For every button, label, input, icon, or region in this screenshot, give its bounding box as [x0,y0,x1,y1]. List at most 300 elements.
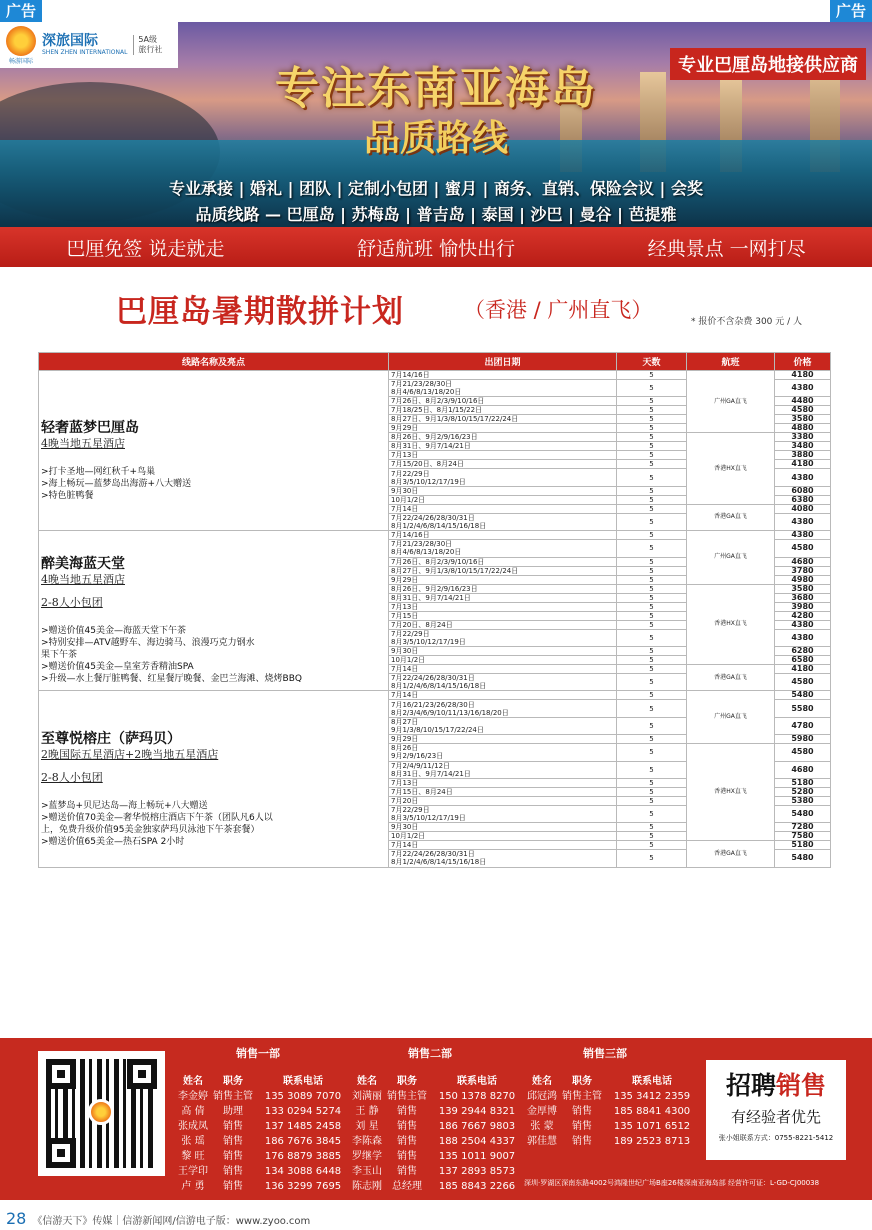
sales-staff-row [178,1134,348,1149]
route-hotel: 2-8人小包团 [41,596,103,610]
qr-finder [46,1059,76,1089]
price-cell: 4380 [775,469,831,486]
route-name: 至尊悦榕庄（萨玛贝） [41,730,181,747]
route-feature: >赠送价值45美金—海蓝天堂下午茶 [41,626,186,637]
ad-label-left: 广告 [0,0,42,22]
route-feature: >打卡圣地—网红秋千+鸟巢 [41,466,156,477]
staff-phone[interactable]: 135 1011 9007 [438,1151,516,1162]
trip-days: 5 [617,850,687,867]
grade-label-2: 旅行社 [138,45,163,54]
departure-date: 10月1/2日 [389,655,617,664]
recruit-title-a: 招聘 [725,1071,776,1100]
departure-date: 7月22/24/26/28/30/31日 8月1/2/4/6/8/14/15/16/18日 [389,673,617,690]
staff-role: 销售 [397,1166,417,1177]
staff-role: 销售 [572,1121,592,1132]
sales-col-header: 联系电话 [283,1076,323,1087]
price-cell: 3680 [775,593,831,602]
departure-date: 7月20日 [389,796,617,805]
price-cell: 4780 [775,717,831,734]
sales-staff-row [178,1119,348,1134]
page-title-sub: （香港 / 广州直飞） [464,298,653,322]
trip-days: 5 [617,761,687,778]
route-cell [39,371,389,531]
price-cell: 4180 [775,371,831,380]
departure-date: 7月22/29日 8月3/5/10/12/17/19日 [389,469,617,486]
trip-days: 5 [617,540,687,557]
sales-staff-row [352,1089,522,1104]
price-cell: 3980 [775,602,831,611]
staff-phone[interactable]: 176 8879 3885 [264,1151,342,1162]
price-cell: 4580 [775,540,831,557]
price-cell: 5380 [775,796,831,805]
staff-role: 销售 [223,1121,243,1132]
staff-role: 销售 [223,1136,243,1147]
sales-col-header: 联系电话 [457,1076,497,1087]
departure-date: 7月13日 [389,778,617,787]
page-footer [6,1209,310,1228]
departure-date: 8月27日、9月1/3/8/10/15/17/22/24日 [389,566,617,575]
trip-days: 5 [617,796,687,805]
brand-mini: 畅游国际 [8,57,33,65]
staff-role: 销售 [572,1106,592,1117]
flight-cell: 香港HX直飞 [687,744,775,841]
sales-col-header: 姓名 [183,1076,203,1087]
sales-staff-row [178,1149,348,1164]
trip-days: 5 [617,584,687,593]
staff-phone[interactable]: 133 0294 5274 [264,1106,342,1117]
sales-dept-1 [178,1074,348,1194]
route-hotel: 4晚当地五星酒店 [41,436,125,450]
price-cell: 4880 [775,424,831,433]
price-cell: 4280 [775,611,831,620]
price-cell: 6080 [775,486,831,495]
trip-days: 5 [617,406,687,415]
price-cell: 4980 [775,575,831,584]
departure-date: 10月1/2日 [389,495,617,504]
col-header-price: 价格 [775,353,831,371]
sales-staff-row [352,1119,522,1134]
staff-name: 王 静 [355,1106,379,1117]
staff-name: 王学印 [178,1166,208,1177]
staff-name: 李玉山 [352,1166,382,1177]
price-cell: 5480 [775,691,831,700]
staff-phone[interactable]: 188 2504 4337 [438,1136,516,1147]
staff-phone[interactable]: 135 3412 2359 [613,1091,691,1102]
departure-date: 7月14/16日 [389,371,617,380]
trip-days: 5 [617,620,687,629]
trip-days: 5 [617,442,687,451]
staff-role: 总经理 [392,1181,422,1192]
departure-date: 7月22/24/26/28/30/31日 8月1/2/4/6/8/14/15/16/18日 [389,513,617,530]
sales-staff-row [178,1104,348,1119]
price-cell: 5180 [775,778,831,787]
flight-cell: 香港HX直飞 [687,584,775,664]
staff-name: 邱冠鸿 [527,1091,557,1102]
trip-days: 5 [617,629,687,646]
departure-date: 9月29日 [389,424,617,433]
route-feature: >特别安排—ATV越野车、海边骑马、浪漫巧克力钢水 [41,638,255,649]
departure-date: 8月27日 9月1/3/8/10/15/17/22/24日 [389,717,617,734]
departure-date: 8月26日、9月2/9/16/23日 [389,433,617,442]
trip-days: 5 [617,504,687,513]
routes-line: 品质线路 — 巴厘岛 | 苏梅岛 | 普吉岛 | 泰国 | 沙巴 | 曼谷 | 芭提雅 [195,205,677,224]
price-cell: 6280 [775,646,831,655]
staff-phone[interactable]: 186 7676 3845 [264,1136,342,1147]
sales-col-header: 姓名 [532,1076,552,1087]
sales-dept-2 [352,1074,522,1194]
trip-days: 5 [617,566,687,575]
page-number: 28 [6,1209,27,1228]
price-cell: 5480 [775,850,831,867]
title-block [0,284,872,334]
staff-phone[interactable]: 135 1071 6512 [613,1121,691,1132]
staff-phone[interactable]: 137 1485 2458 [264,1121,342,1132]
departure-date: 9月29日 [389,575,617,584]
departure-date: 7月14日 [389,691,617,700]
staff-name: 陈志刚 [352,1181,382,1192]
departure-date: 7月22/29日 8月3/5/10/12/17/19日 [389,629,617,646]
staff-phone[interactable]: 135 3089 7070 [264,1091,342,1102]
departure-date: 7月14日 [389,664,617,673]
staff-phone[interactable]: 185 8843 2266 [438,1181,516,1192]
departure-date: 9月30日 [389,646,617,655]
trip-days: 5 [617,735,687,744]
trip-days: 5 [617,691,687,700]
route-feature: >海上畅玩—蓝梦岛出海游+八大赠送 [41,478,192,489]
schedule-row [39,691,831,700]
recruit-title [706,1066,846,1102]
price-cell: 4380 [775,629,831,646]
price-cell: 6580 [775,655,831,664]
departure-date: 8月31日、9月7/14/21日 [389,442,617,451]
dept-3-title: 销售三部 [583,1047,627,1060]
company-address: 深圳·罗湖区深南东路4002号鸿隆世纪广场B座26楼深南亚海岛部 经营许可证：L-GD-CJ00038 [524,1179,820,1187]
staff-role: 销售主管 [562,1091,602,1102]
grade-label: 5A级 [138,35,157,44]
flight-cell: 香港GA直飞 [687,504,775,530]
departure-date: 7月13日 [389,602,617,611]
trip-days: 5 [617,415,687,424]
col-header-days: 天数 [617,353,687,371]
price-cell: 3580 [775,584,831,593]
route-hotel: 2晚国际五星酒店+2晚当地五星酒店 [41,747,219,761]
price-cell: 4480 [775,397,831,406]
sales-col-header: 职务 [223,1076,243,1087]
departure-date: 10月1/2日 [389,832,617,841]
staff-name: 李金婷 [178,1091,208,1102]
sales-staff-row [178,1164,348,1179]
trip-days: 5 [617,664,687,673]
sales-staff-row [527,1119,697,1134]
route-feature: >赠送价值65美金—热石SPA 2小时 [41,836,185,847]
trip-days: 5 [617,531,687,540]
price-cell: 4180 [775,460,831,469]
price-cell: 4580 [775,673,831,690]
staff-role: 销售 [223,1166,243,1177]
departure-date: 8月31日、9月7/14/21日 [389,593,617,602]
staff-role: 销售 [397,1106,417,1117]
departure-date: 7月22/29日 8月3/5/10/12/17/19日 [389,805,617,822]
trip-days: 5 [617,778,687,787]
route-hotel: 2-8人小包团 [41,770,103,784]
price-note: * 报价不含杂费 300 元 / 人 [691,317,803,327]
brand-name: 深旅国际 [42,33,98,49]
staff-phone[interactable]: 134 3088 6448 [264,1166,342,1177]
qr-finder [127,1059,157,1089]
price-cell: 7580 [775,832,831,841]
staff-role: 销售 [223,1181,243,1192]
trip-days: 5 [617,513,687,530]
route-feature: 上，免费升级价值95美金独家萨玛贝泳池下午茶套餐） [41,824,260,835]
price-cell: 4580 [775,406,831,415]
sales-staff-row [178,1179,348,1194]
staff-phone[interactable]: 137 2893 8573 [438,1166,516,1177]
sales-col-header: 姓名 [357,1076,377,1087]
headline: 专注东南亚海岛 [275,63,597,114]
flight-cell: 广州GA直飞 [687,531,775,584]
route-name: 醉美海蓝天堂 [41,556,125,573]
staff-role: 销售主管 [387,1091,427,1102]
trip-days: 5 [617,486,687,495]
departure-date: 7月16/21/23/26/28/30日 8月2/3/4/6/9/10/11/13/16/18/20日 [389,700,617,717]
departure-date: 7月20日、8月24日 [389,620,617,629]
price-cell: 4680 [775,557,831,566]
route-hotel: 4晚当地五星酒店 [41,573,125,587]
trip-days: 5 [617,805,687,822]
departure-date: 7月15/20日、8月24日 [389,460,617,469]
sales-staff-row [352,1134,522,1149]
trip-days: 5 [617,673,687,690]
price-cell: 3780 [775,566,831,575]
route-name: 轻奢蓝梦巴厘岛 [41,419,139,436]
trip-days: 5 [617,602,687,611]
qr-pattern [46,1059,157,1168]
price-cell: 5280 [775,787,831,796]
departure-date: 7月14/16日 [389,531,617,540]
trip-days: 5 [617,832,687,841]
price-cell: 4080 [775,504,831,513]
sales-staff-row [527,1089,697,1104]
trip-days: 5 [617,371,687,380]
route-feature: >特色脏鸭餐 [41,490,94,501]
trip-days: 5 [617,700,687,717]
price-cell: 4580 [775,744,831,761]
departure-date: 7月15日 [389,611,617,620]
trip-days: 5 [617,575,687,584]
trip-days: 5 [617,451,687,460]
price-cell: 3880 [775,451,831,460]
route-feature: >蓝梦岛+贝尼达岛—海上畅玩+八大赠送 [41,800,208,811]
departure-date: 8月26日、9月2/9/16/23日 [389,584,617,593]
sales-staff-row [352,1164,522,1179]
brand-sub: SHEN ZHEN INTERNATIONAL [42,49,128,56]
slogan-1: 巴厘免签 说走就走 [66,237,225,260]
recruit-contact: 张小姐联系方式：0755-8221-5412 [718,1134,834,1142]
sun-logo-icon [6,26,36,56]
price-cell: 4380 [775,531,831,540]
sales-col-header: 职务 [397,1076,417,1087]
route-features [41,625,386,685]
staff-phone[interactable]: 139 2944 8321 [438,1106,516,1117]
price-cell: 3380 [775,433,831,442]
staff-phone[interactable]: 136 3299 7695 [264,1181,342,1192]
trip-days: 5 [617,717,687,734]
services-line: 专业承接 | 婚礼 | 团队 | 定制小包团 | 蜜月 | 商务、直销、保险会议 | 会奖 [169,179,703,198]
sales-staff-row [352,1149,522,1164]
flight-cell: 广州GA直飞 [687,691,775,744]
route-feature: >赠送价值45美金—皇室芳香精油SPA [41,662,194,673]
staff-phone[interactable]: 150 1378 8270 [438,1091,516,1102]
departure-date: 7月26日、8月2/3/9/10/16日 [389,557,617,566]
dept-1-title: 销售一部 [236,1047,280,1060]
staff-role: 销售 [397,1121,417,1132]
price-cell: 5480 [775,805,831,822]
departure-date: 7月14日 [389,504,617,513]
staff-phone[interactable]: 185 8841 4300 [613,1106,691,1117]
slogan-2: 舒适航班 愉快出行 [356,237,515,260]
qr-finder [46,1138,76,1168]
sales-col-header: 职务 [572,1076,592,1087]
route-features [41,466,386,502]
trip-days: 5 [617,744,687,761]
trip-days: 5 [617,611,687,620]
departure-date: 8月27日、9月1/3/8/10/15/17/22/24日 [389,415,617,424]
col-header-flight: 航班 [687,353,775,371]
qr-code[interactable] [38,1051,165,1176]
col-header-route: 线路名称及亮点 [39,353,389,371]
departure-date: 9月29日 [389,735,617,744]
route-cell [39,691,389,867]
departure-date: 7月22/24/26/28/30/31日 8月1/2/4/6/8/14/15/16/18日 [389,850,617,867]
departure-date: 8月26日 9月2/9/16/23日 [389,744,617,761]
footer-text: 《信游天下》传媒｜信游新闻网/信游电子版：www.zyoo.com [32,1216,311,1227]
staff-name: 刘满丽 [352,1091,382,1102]
schedule-table [38,352,831,868]
route-features [41,800,386,848]
subheadline: 品质路线 [363,118,508,159]
departure-date: 7月2/4/9/11/12日 8月31日、9月7/14/21日 [389,761,617,778]
departure-date: 7月26日、8月2/3/9/10/16日 [389,397,617,406]
departure-date: 7月14日 [389,841,617,850]
trip-days: 5 [617,397,687,406]
staff-name: 金厚博 [527,1106,557,1117]
staff-name: 张 蒙 [530,1121,554,1132]
slogan-bar [0,227,872,267]
trip-days: 5 [617,593,687,602]
trip-days: 5 [617,495,687,504]
route-feature: >升级—水上餐厅脏鸭餐、红星餐厅晚餐、金巴兰海滩、烧烤BBQ [41,674,302,685]
trip-days: 5 [617,841,687,850]
staff-name: 高 倩 [181,1106,205,1117]
trip-days: 5 [617,646,687,655]
staff-phone[interactable]: 189 2523 8713 [613,1136,691,1147]
route-cell [39,531,389,691]
trip-days: 5 [617,433,687,442]
sales-staff-row [527,1104,697,1119]
departure-date: 7月15日、8月24日 [389,787,617,796]
sales-header [352,1074,522,1089]
staff-role: 助理 [223,1106,243,1117]
recruit-box [706,1060,846,1160]
staff-name: 郭佳慧 [527,1136,557,1147]
trip-days: 5 [617,787,687,796]
trip-days: 5 [617,380,687,397]
staff-name: 刘 星 [355,1121,379,1132]
price-cell: 5180 [775,841,831,850]
price-cell: 5980 [775,735,831,744]
schedule-row [39,371,831,380]
price-cell: 4680 [775,761,831,778]
staff-name: 张成凤 [178,1121,208,1132]
staff-role: 销售 [223,1151,243,1162]
flight-cell: 香港GA直飞 [687,664,775,690]
price-cell: 7280 [775,823,831,832]
sales-dept-3 [527,1074,697,1149]
price-cell: 4180 [775,664,831,673]
trip-days: 5 [617,557,687,566]
staff-name: 罗继学 [352,1151,382,1162]
trip-days: 5 [617,469,687,486]
price-cell: 4380 [775,513,831,530]
staff-name: 卢 勇 [181,1181,205,1192]
sales-staff-row [178,1089,348,1104]
flight-cell: 广州GA直飞 [687,371,775,433]
departure-date: 9月30日 [389,486,617,495]
dept-2-title: 销售二部 [408,1047,452,1060]
flight-cell: 香港GA直飞 [687,841,775,867]
staff-role: 销售 [397,1136,417,1147]
route-feature: 果下午茶 [41,650,78,661]
departure-date: 7月18/25日、8月1/15/22日 [389,406,617,415]
col-header-date: 出团日期 [389,353,617,371]
staff-role: 销售 [572,1136,592,1147]
sales-header [527,1074,697,1089]
departure-date: 7月13日 [389,451,617,460]
price-cell: 6380 [775,495,831,504]
sales-staff-row [527,1134,697,1149]
sales-staff-row [352,1104,522,1119]
recruit-title-b: 销售 [776,1071,827,1100]
page-title: 巴厘岛暑期散拼计划 [116,294,404,330]
departure-date: 7月21/23/28/30日 8月4/6/8/13/18/20日 [389,540,617,557]
staff-name: 李陈森 [352,1136,382,1147]
schedule-row [39,531,831,540]
trip-days: 5 [617,460,687,469]
staff-role: 销售 [397,1151,417,1162]
staff-role: 销售主管 [213,1091,253,1102]
qr-logo-icon [88,1099,114,1125]
price-cell: 5580 [775,700,831,717]
trip-days: 5 [617,823,687,832]
price-cell: 4380 [775,620,831,629]
sales-header [178,1074,348,1089]
trip-days: 5 [617,655,687,664]
sales-col-header: 联系电话 [632,1076,672,1087]
price-cell: 3580 [775,415,831,424]
flight-cell: 香港HX直飞 [687,433,775,504]
departure-date: 9月30日 [389,823,617,832]
staff-phone[interactable]: 186 7667 9803 [438,1121,516,1132]
ad-label-right: 广告 [830,0,872,22]
slogan-3: 经典景点 一网打尽 [647,237,806,260]
sales-staff-row [352,1179,522,1194]
recruit-line: 有经验者优先 [730,1108,821,1126]
staff-name: 黎 旺 [181,1151,205,1162]
supplier-badge: 专业巴厘岛地接供应商 [670,48,866,80]
price-cell: 3480 [775,442,831,451]
route-feature: >赠送价值70美金—奢华悦榕庄酒店下午茶（团队凡6人以 [41,812,273,823]
trip-days: 5 [617,424,687,433]
